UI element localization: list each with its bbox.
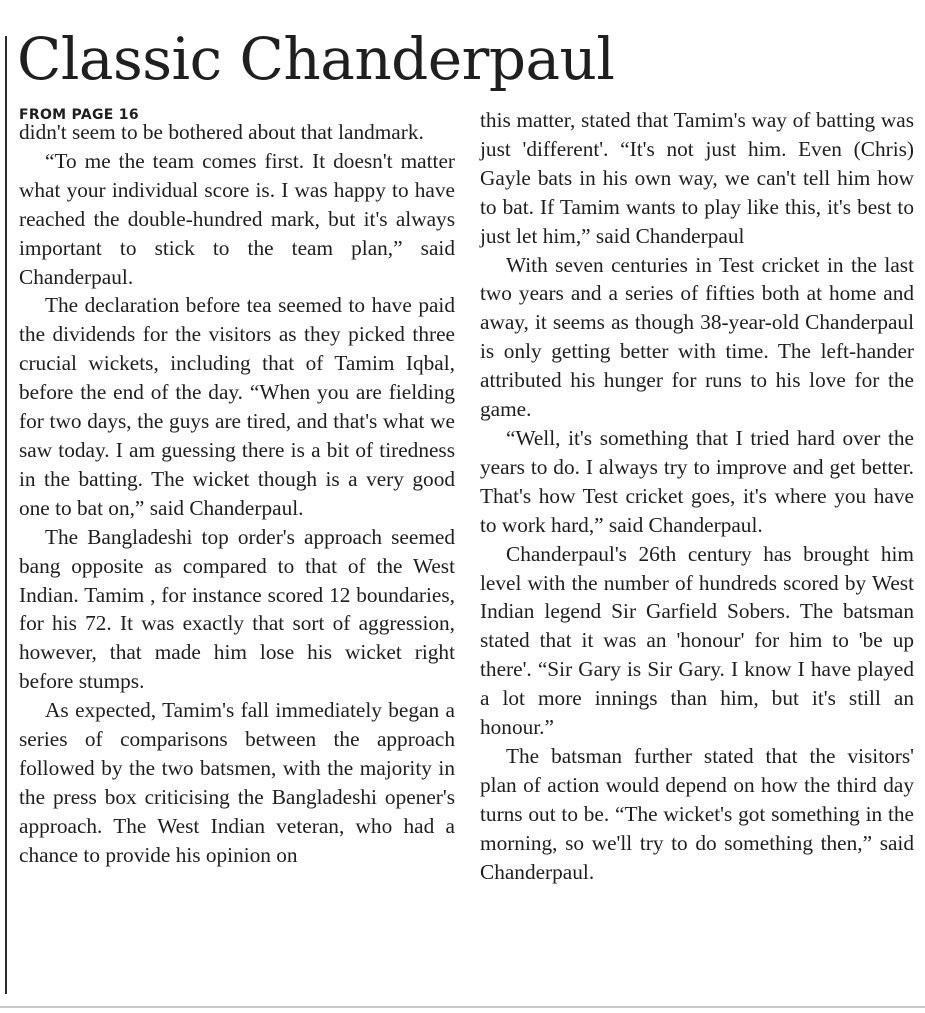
continuation-kicker: FROM PAGE 16: [19, 107, 139, 123]
column-rule: [5, 36, 7, 994]
paragraph: “To me the team comes first. It doesn't matter what your individual score is. I was happy to have reached the double-hundred mark, but it's always important to stick to the team plan,” said Chanderpaul.: [19, 148, 455, 289]
paragraph: As expected, Tamim's fall immediately began a series of comparisons between the approach followed by the two batsmen, with the majority in the press box criticising the Bangladeshi opener's approach. The West Indian veteran, who had a chance to provide his opinion on: [19, 698, 455, 867]
paragraph: With seven centuries in Test cricket in the last two years and a series of fifties both at home and away, it seems as though 38-year-old Chanderpaul is only getting better with time. The left-hander attributed his hunger for runs to his love for the game.: [480, 252, 914, 422]
paragraph: The Bangladeshi top order's approach seemed bang opposite as compared to that of the West Indian. Tamim , for instance scored 12 boundaries, for his 72. It was exactly that sort of aggression, however, that made him lose his wicket right before stumps.: [19, 524, 455, 694]
page-bottom-rule: [0, 1006, 925, 1008]
paragraph: The declaration before tea seemed to have paid the dividends for the visitors as they picked three crucial wickets, including that of Tamim Iqbal, before the end of the day. “When you are fielding for two days, the guys are tired, and that's what we saw today. I am guessing there is a bit of tiredness in the batting. The wicket though is a very good one to bat on,” said Chanderpaul.: [19, 293, 455, 520]
article-column-left: [19, 106, 455, 870]
paragraph: Chanderpaul's 26th century has brought him level with the number of hundreds scored by West Indian legend Sir Garfield Sobers. The batsman stated that it was an 'honour' for him to 'be up there'. “Sir Gary is Sir Gary. I know I have played a lot more innings than him, but it's still an honour.”: [480, 541, 914, 740]
paragraph: The batsman further stated that the visitors' plan of action would depend on how the third day turns out to be. “The wicket's got something in the morning, so we'll try to do something then,” said Chanderpaul.: [480, 743, 914, 884]
article-column-right: [480, 106, 914, 886]
paragraph: didn't seem to be bothered about that landmark.: [19, 120, 424, 144]
paragraph: “Well, it's something that I tried hard over the years to do. I always try to improve and get better. That's how Test cricket goes, it's where you have to work hard,” said Chanderpaul.: [480, 425, 914, 537]
headline: Classic Chanderpaul: [17, 25, 615, 93]
paragraph: this matter, stated that Tamim's way of batting was just 'different'. “It's not just him. Even (Chris) Gayle bats in his own way, we can't tell him how to bat. If Tamim wants to play like this, it's best to just let him,” said Chanderpaul: [480, 108, 914, 248]
